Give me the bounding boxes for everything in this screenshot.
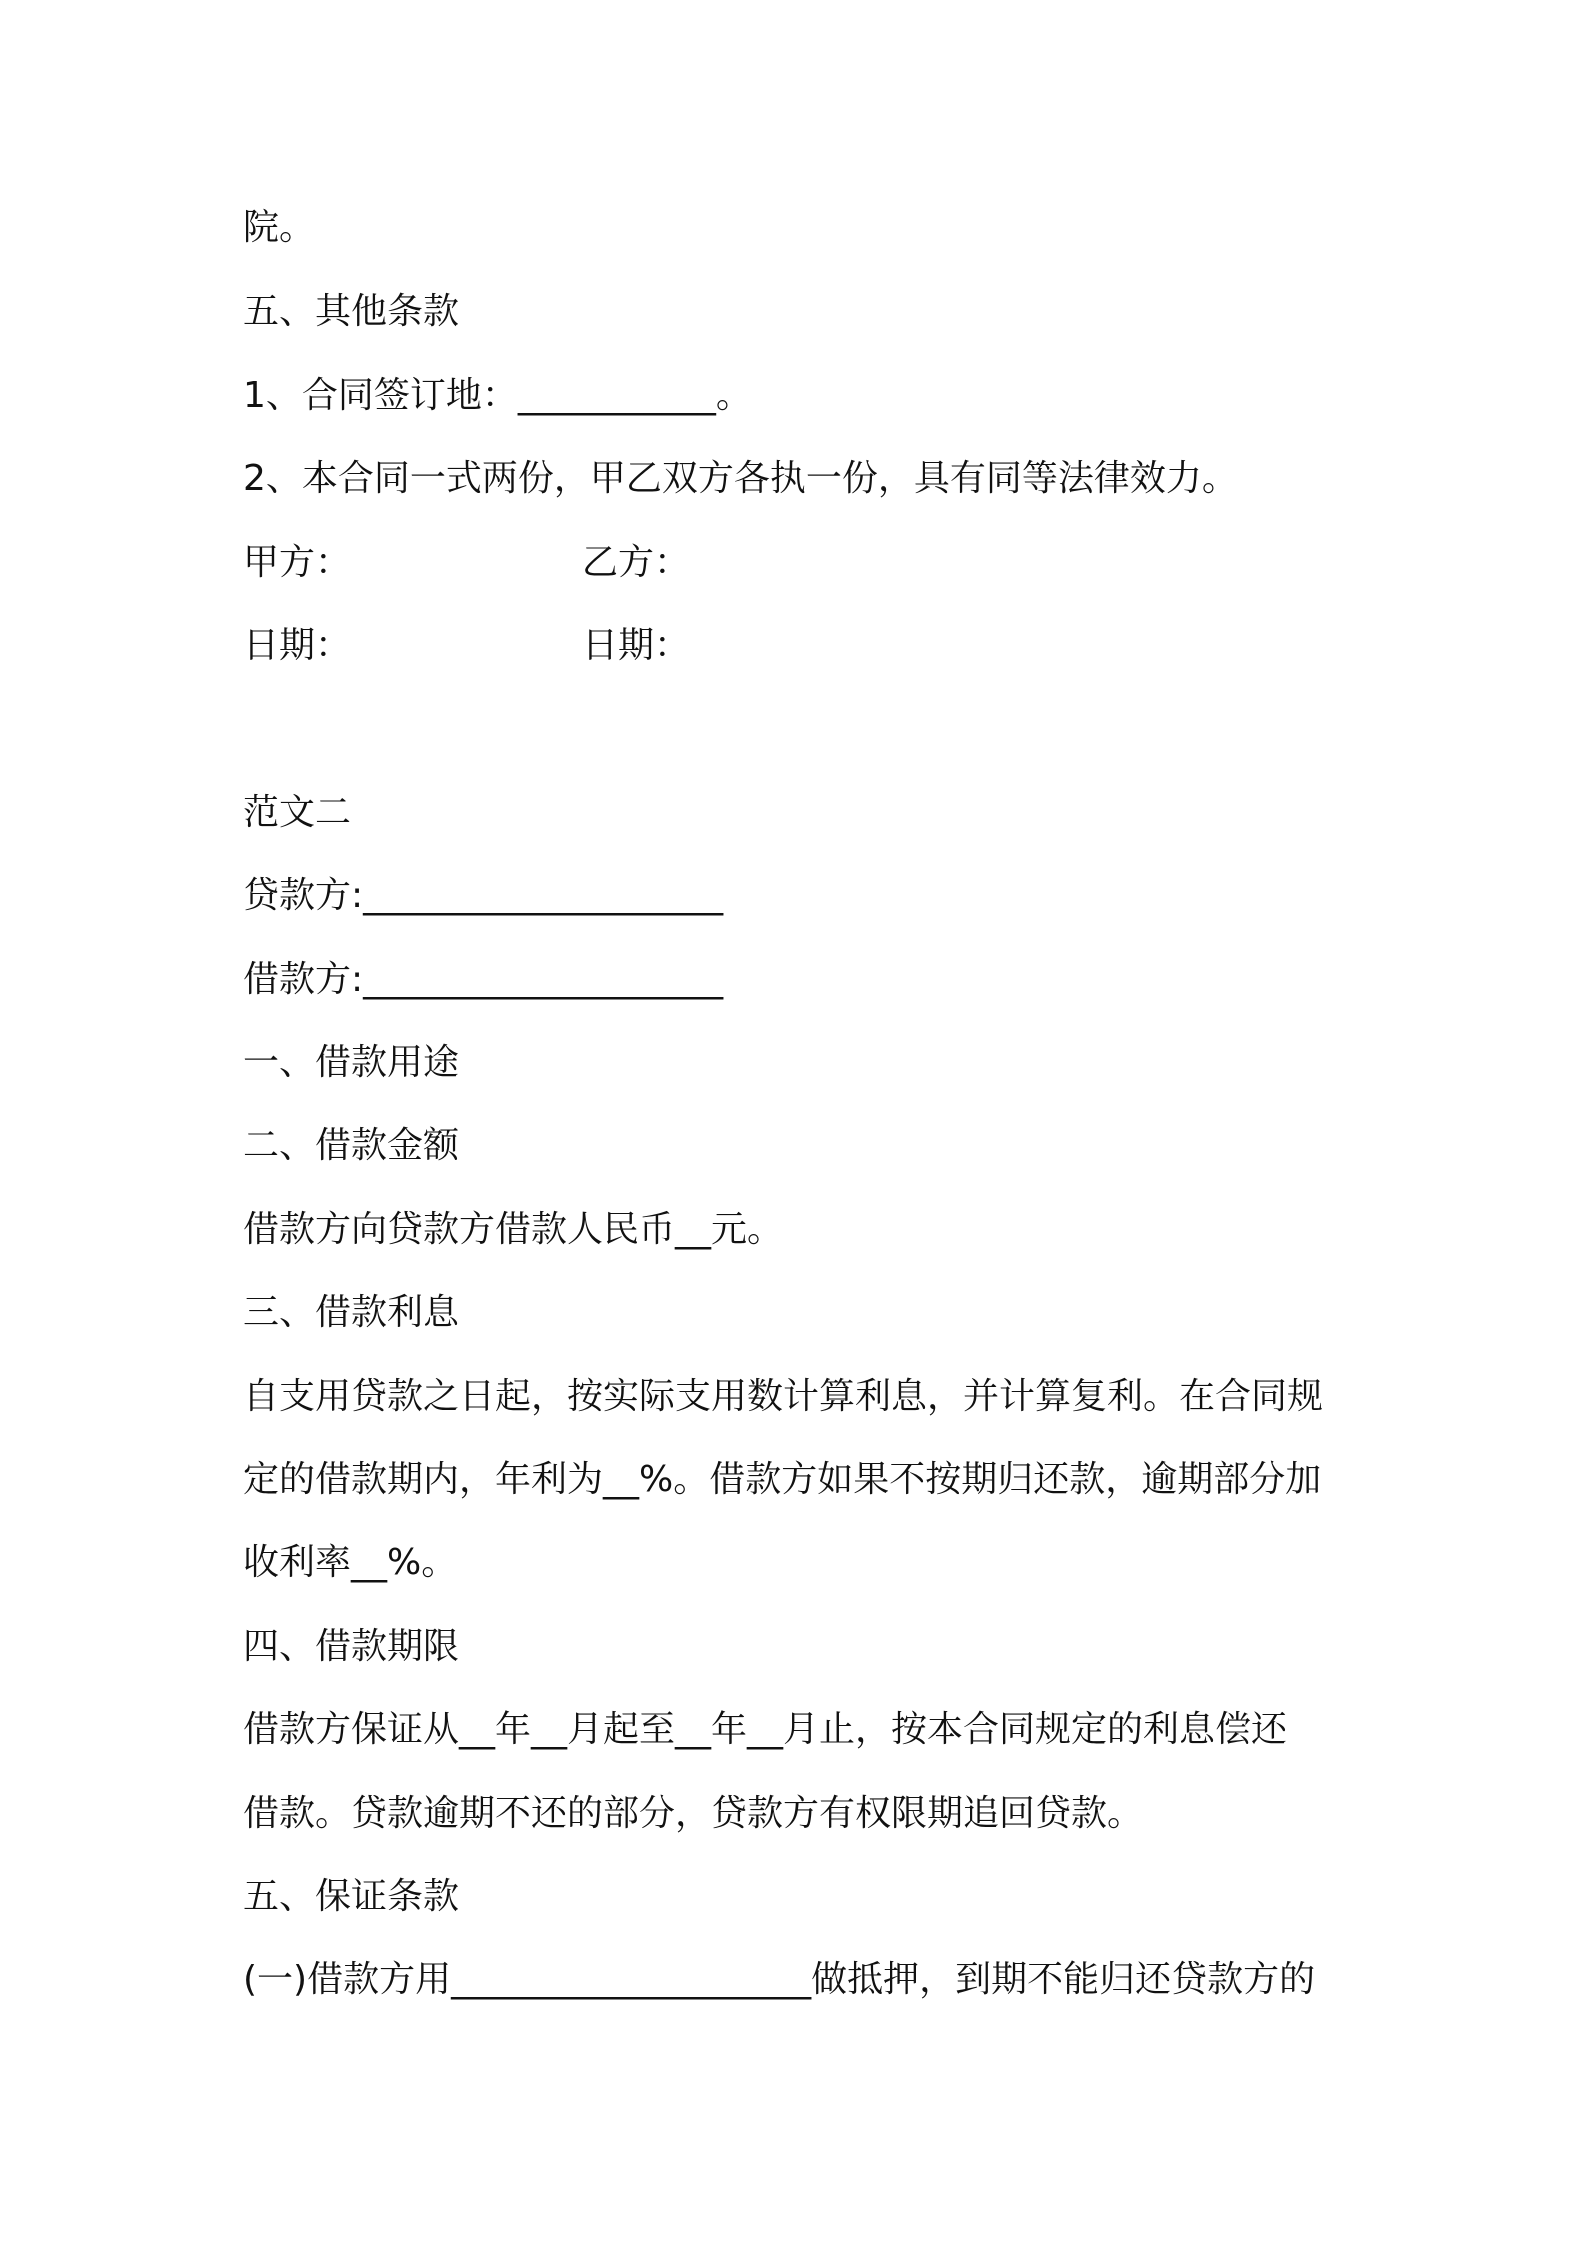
section-heading-amount: 二、借款金额 xyxy=(243,1125,460,1166)
signature-party-a: 甲方： xyxy=(243,542,352,583)
interest-text-1: 自支用贷款之日起，按实际支用数计算利息，并计算复利。在合同规 xyxy=(243,1376,1324,1417)
section-heading-guarantee: 五、保证条款 xyxy=(243,1876,460,1917)
term-text-2: 借款。贷款逾期不还的部分，贷款方有权限期追回贷款。 xyxy=(243,1793,1144,1834)
term-text-1: 借款方保证从__年__月起至__年__月止，按本合同规定的利息偿还 xyxy=(243,1709,1288,1750)
guarantee-text-1: (一)借款方用____________________做抵押，到期不能归还贷款方的 xyxy=(243,1959,1316,2000)
borrower-line: 借款方:____________________ xyxy=(243,959,724,1000)
signature-date-b: 日期： xyxy=(582,625,691,666)
sample-two-title: 范文二 xyxy=(243,792,352,833)
section-heading-other-terms: 五、其他条款 xyxy=(243,291,460,332)
text-line-1: 院。 xyxy=(243,207,316,248)
text-line-copies: 2、本合同一式两份，甲乙双方各执一份，具有同等法律效力。 xyxy=(243,458,1238,499)
amount-text: 借款方向贷款方借款人民币__元。 xyxy=(243,1209,784,1250)
lender-line: 贷款方:____________________ xyxy=(243,875,724,916)
interest-text-3: 收利率__%。 xyxy=(243,1542,458,1583)
section-heading-term: 四、借款期限 xyxy=(243,1626,460,1667)
section-heading-purpose: 一、借款用途 xyxy=(243,1042,460,1083)
text-line-signing-place: 1、合同签订地：___________。 xyxy=(243,375,752,416)
signature-date-a: 日期： xyxy=(243,625,352,666)
interest-text-2: 定的借款期内，年利为__%。借款方如果不按期归还款，逾期部分加 xyxy=(243,1459,1322,1500)
signature-party-b: 乙方： xyxy=(582,542,691,583)
section-heading-interest: 三、借款利息 xyxy=(243,1292,460,1333)
